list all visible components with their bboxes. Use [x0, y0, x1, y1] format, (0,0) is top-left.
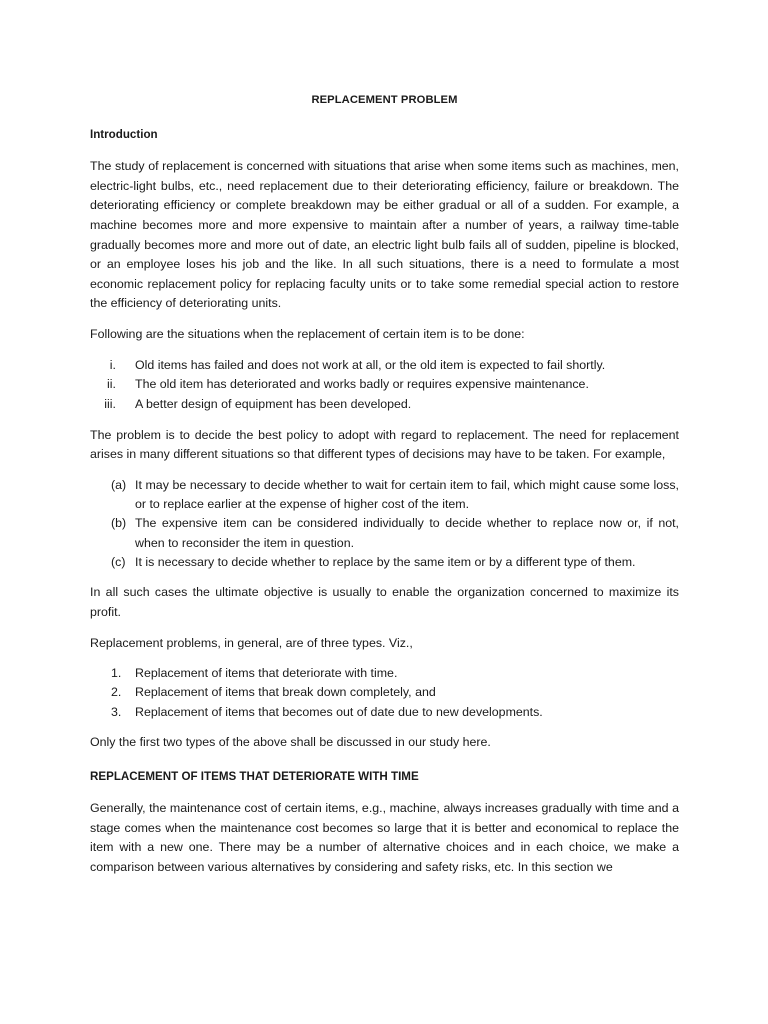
document-page: [90, 91, 679, 889]
list-item: [90, 395, 679, 415]
paragraph-intro: The study of replacement is concerned with situations that arise when some items such as machines, men, electric-light bulbs, etc., need replacement due to their deteriorating efficiency, failure or breakdown. The deteriorating efficiency or complete breakdown may be either gradual or all of a sudden. For example, a machine becomes more and more expensive to maintain after a number of years, a railway time-table gradually becomes more and more out of date, an electric light bulb fails all of sudden, pipeline is blocked, or an employee loses his job and the like. In all such situations, there is a need to formulate a most economic replacement policy for replacing faculty units or to take some remedial special action to restore the efficiency of deteriorating units.: [90, 159, 679, 311]
list-item-text: It is necessary to decide whether to replace by the same item or by a different type of them.: [135, 555, 636, 570]
list-marker: (c): [111, 555, 126, 570]
list-item: [90, 356, 679, 376]
paragraph-situations: Following are the situations when the replacement of certain item is to be done:: [90, 326, 525, 341]
roman-list: [90, 356, 679, 415]
list-item-text: Old items has failed and does not work at all, or the old item is expected to fail shortly.: [135, 357, 606, 372]
list-marker: 3.: [111, 704, 122, 719]
list-item-text: Replacement of items that becomes out of date due to new developments.: [135, 704, 543, 719]
paragraph-maintenance: Generally, the maintenance cost of certain items, e.g., machine, always increases gradually with time and a stage comes when the maintenance cost becomes so large that it is better and economical to replace the item with a new one. There may be a number of alternative choices and in each choice, we make a comparison between various alternatives by considering and safety risks, etc. In this section we: [90, 801, 679, 874]
list-item-text: It may be necessary to decide whether to wait for certain item to fail, which might cause some loss, or to replace earlier at the expense of higher cost of the item.: [135, 477, 679, 512]
paragraph-scope: Only the first two types of the above shall be discussed in our study here.: [90, 734, 491, 749]
list-item: [90, 476, 679, 515]
list-marker: ii.: [107, 377, 116, 392]
list-item-text: The expensive item can be considered individually to decide whether to replace now or, if not, when to reconsider the item in question.: [135, 516, 679, 550]
list-item: [90, 683, 679, 702]
paragraph-problem: The problem is to decide the best policy to adopt with regard to replacement. The need for replacement arises in many different situations so that different types of decisions may have to be taken. For example,: [90, 427, 679, 462]
list-item-text: The old item has deteriorated and works badly or requires expensive maintenance.: [135, 377, 589, 392]
document-title: REPLACEMENT PROBLEM: [311, 94, 458, 106]
list-marker: (a): [111, 477, 127, 492]
list-item-text: Replacement of items that break down completely, and: [135, 685, 436, 700]
list-item: [90, 375, 679, 395]
numbered-list: [90, 664, 679, 722]
list-marker: (b): [111, 516, 127, 531]
paragraph-objective: In all such cases the ultimate objective is usually to enable the organization concerned to maximize its profit.: [90, 585, 679, 619]
intro-heading: Introduction: [90, 127, 158, 141]
list-marker: 2.: [111, 685, 122, 700]
list-item-text: A better design of equipment has been developed.: [135, 396, 412, 411]
list-item: [90, 703, 679, 722]
alpha-list: [90, 476, 679, 572]
list-item: [90, 664, 679, 683]
paragraph-types: Replacement problems, in general, are of three types. Viz.,: [90, 635, 413, 650]
list-item: [90, 514, 679, 553]
list-marker: 1.: [111, 666, 122, 681]
list-marker: i.: [109, 357, 116, 372]
list-item-text: Replacement of items that deteriorate with time.: [135, 666, 398, 681]
list-item: [90, 553, 679, 572]
section-heading: REPLACEMENT OF ITEMS THAT DETERIORATE WITH TIME: [90, 769, 419, 783]
list-marker: iii.: [104, 396, 116, 411]
